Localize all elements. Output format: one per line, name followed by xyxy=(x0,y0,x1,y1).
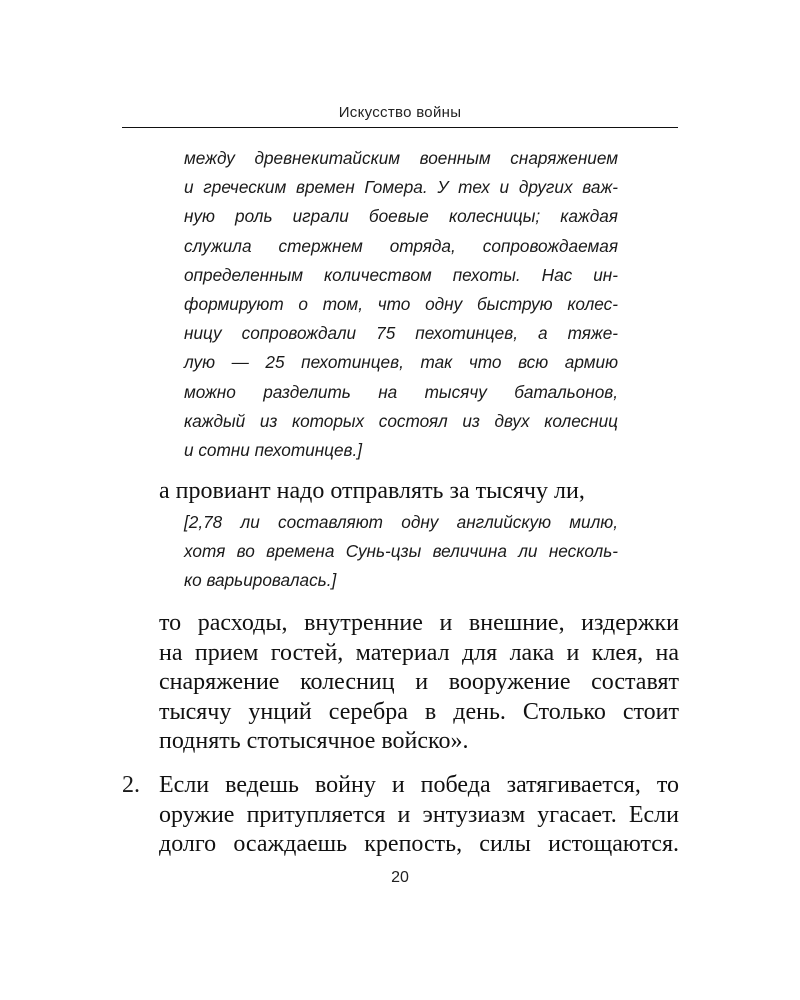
note-line: служила стержнем отряда, сопровождаемая xyxy=(184,235,618,256)
body-line: долго осаждаешь крепость, силы истощаются. xyxy=(159,831,679,857)
body-line: оружие притупляется и энтузиазм угасает. Если xyxy=(159,801,679,828)
body-paragraph-1 xyxy=(159,477,679,507)
note-line: и сотни пехотинцев.] xyxy=(184,440,363,461)
body-line: на прием гостей, материал для лака и клея, на xyxy=(159,639,679,666)
note-line: [2,78 ли составляют одну английскую милю, xyxy=(184,512,618,532)
commentary-note-1 xyxy=(184,144,618,465)
commentary-note-2 xyxy=(184,508,618,596)
note-line: ную роль играли боевые колесницы; каждая xyxy=(184,206,618,227)
body-line: поднять стотысячное войско». xyxy=(159,728,469,754)
note-line: можно разделить на тысячу батальонов, xyxy=(184,381,618,402)
note-line: каждый из которых состоял из двух колесниц xyxy=(184,410,618,431)
note-line: ко варьировалась.] xyxy=(184,570,337,591)
body-line: то расходы, внутренние и внешние, издержки xyxy=(159,610,679,636)
body-line: Если ведешь войну и победа затягивается, то xyxy=(159,772,679,798)
header-rule xyxy=(122,127,678,128)
page-number: 20 xyxy=(391,869,409,886)
item-number: 2. xyxy=(122,772,140,798)
note-line: хотя во времена Сунь-цзы величина ли несколь- xyxy=(184,541,618,562)
body-line: тысячу унций серебра в день. Столько стоит xyxy=(159,698,679,725)
note-line: между древнекитайским военным снаряжением xyxy=(184,148,618,168)
running-title: Искусство войны xyxy=(338,104,462,121)
note-line: формируют о том, что одну быструю колес- xyxy=(184,294,618,315)
note-line: ницу сопровождали 75 пехотинцев, а тяже- xyxy=(184,323,618,344)
note-line: лую — 25 пехотинцев, так что всю армию xyxy=(184,352,618,373)
body-line: а провиант надо отправлять за тысячу ли, xyxy=(159,478,585,504)
note-line: и греческим времен Гомера. У тех и других важ- xyxy=(184,177,618,198)
body-paragraph-2 xyxy=(159,609,679,757)
body-line: снаряжение колесниц и вооружение составят xyxy=(159,669,679,695)
item-body xyxy=(159,771,679,860)
note-line: определенным количеством пехоты. Нас ин- xyxy=(184,264,618,285)
